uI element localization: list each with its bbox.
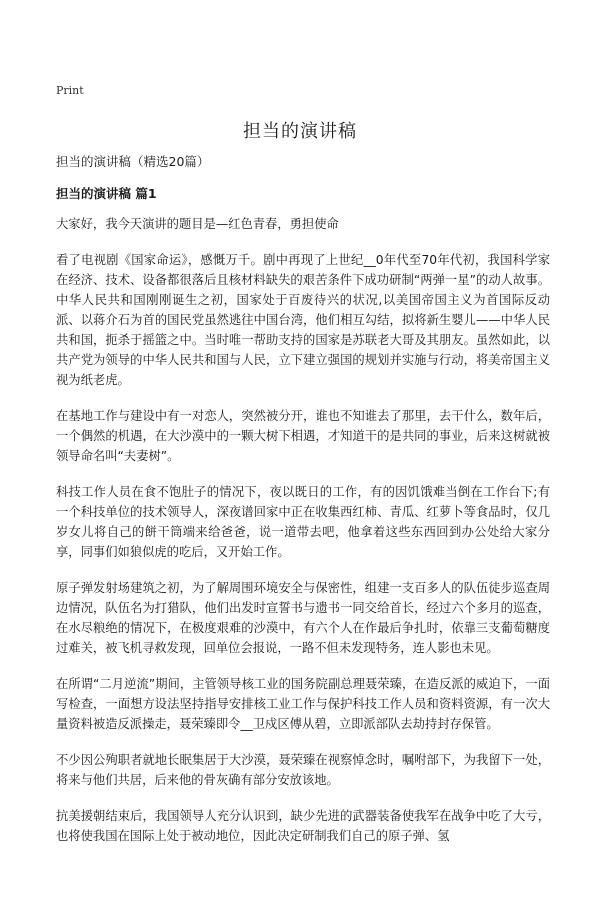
section-heading: 担当的演讲稿 篇1 (56, 186, 157, 201)
page-title: 担当的演讲稿 (243, 121, 357, 142)
speech-body (56, 214, 550, 862)
paragraph: 看了电视剧《国家命运》，感慨万千。剧中再现了上世纪__0年代至70年代初，我国科学家在经济、技术、设备都很落后且核材料缺失的艰苦条件下成功研制“两弹一星”的动人故事。中华人民共和国刚刚诞生之初，国家处于百废待兴的状况,以美国帝国主义为首国际反动派、以蒋介石为首的国民党虽然逃往中国台湾，他们相互勾结，拟将新生婴儿——中华人民共和国，扼杀于摇篮之中。当时唯一帮助支持的国家是苏联老大哥及其朋友。虽然如此，以共产党为领导的中华人民共和国与人民，立下建立强国的规划并实施与行动，将美帝国主义视为纸老虎。 (56, 253, 550, 387)
paragraph: 在基地工作与建设中有一对恋人，突然被分开，谁也不知谁去了那里，去干什么，数年后，一个偶然的机遇，在大沙漠中的一颗大树下相遇，才知道干的是共同的事业，后来这树就被领导命名叫“夫妻树”。 (56, 409, 550, 463)
paragraph: 抗美援朝结束后，我国领导人充分认识到，缺少先进的武器装备使我军在战争中吃了大亏，也将使我国在国际上处于被动地位，因此决定研制我们自己的原子弹、氢 (56, 809, 550, 843)
paragraph: 不少因公殉职者就地长眠集居于大沙漠，聂荣臻在视察悼念时，嘱咐部下，为我留下一处，将来与他们共居，后来他的骨灰确有部分安放该地。 (56, 753, 550, 787)
paragraph: 科技工作人员在食不饱肚子的情况下，夜以既日的工作，有的因饥饿难当倒在工作台下;有一个科技单位的技术领导人，深夜谱回家中正在收集西红柿、青瓜、红萝卜等食品时，仅几岁女儿将自己的餅干筒端来给爸爸，说一道带去吧，他拿着这些东西回到办公处给大家分享，同事们如狼似虎的吃后，又开始工作。 (56, 485, 550, 559)
document-subtitle: 担当的演讲稿（精选20篇） (56, 154, 210, 169)
paragraph: 大家好，我今天演讲的题目是—红色青春，勇担使命 (56, 217, 339, 231)
paragraph: 原子弹发射场建筑之初，为了解周围环境安全与保密性，组建一支百多人的队伍徒步巡查周边情况，队伍名为打猎队，他们出发时宣誓书与遗书一同交给首长，经过六个多月的巡查，在水尽粮绝的情况下，在极度艰难的沙漠中，有六个人在作最后争扎时，依靠三支葡萄糖度过难关，被飞机寻救发现，回单位会报说，一路不但未发现特务，连人影也未见。 (56, 581, 550, 655)
print-label[interactable]: Print (56, 84, 84, 97)
paragraph: 在所谓“二月逆流”期间，主管领导核工业的国务院副总理聂荣臻，在造反派的威迫下，一面写检查，一面想方设法坚持指导安排核工业工作与保护科技工作人员和资料资源，有一次大量资料被造反派操走，聂荣臻即令__卫戍区傅从碧，立即派部队去劫持封存保管。 (56, 677, 550, 731)
